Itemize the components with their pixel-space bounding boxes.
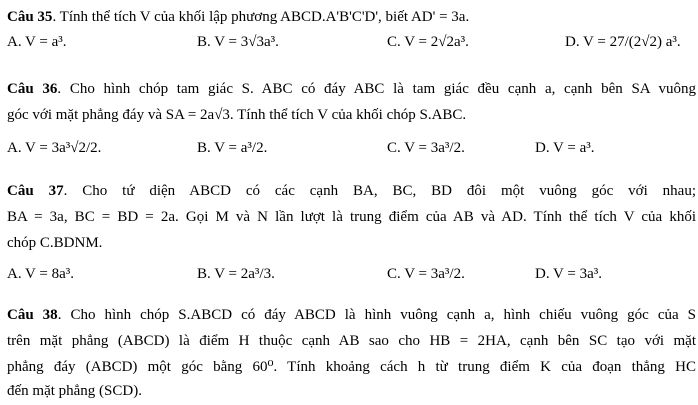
- question-36-text-1: . Cho hình chóp tam giác S. ABC có đáy ABC là tam giác đều cạnh a, cạnh bên SA vuông: [57, 81, 696, 97]
- q37-option-d[interactable]: D. V = 3a³.: [535, 266, 602, 282]
- q37-option-a[interactable]: A. V = 8a³.: [7, 266, 74, 282]
- question-38-line-4: đến mặt phẳng (SCD).: [7, 383, 142, 399]
- q35-option-a[interactable]: A. V = a³.: [7, 34, 67, 50]
- question-35-text: . Tính thể tích V của khối lập phương ABCD.A'B'C'D', biết AD' = 3a.: [52, 9, 470, 25]
- q35-option-c[interactable]: C. V = 2√2a³.: [387, 34, 469, 50]
- question-36-number: Câu 36: [7, 81, 58, 97]
- q35-option-b[interactable]: B. V = 3√3a³.: [197, 34, 279, 50]
- question-35-number: Câu 35: [7, 9, 53, 25]
- q36-option-b[interactable]: B. V = a³/2.: [197, 140, 268, 156]
- q37-option-c[interactable]: C. V = 3a³/2.: [387, 266, 465, 282]
- question-37-line-3: chóp C.BDNM.: [7, 235, 103, 251]
- question-38-line-3: phẳng đáy (ABCD) một góc bằng 60⁰. Tính khoảng cách h từ trung điểm K của đoạn thẳng HC: [7, 359, 696, 375]
- question-38-line-2: trên mặt phẳng (ABCD) là điểm H thuộc cạnh AB sao cho HB = 2HA, cạnh bên SC tạo với mặt: [7, 333, 696, 349]
- question-38-number: Câu 38: [7, 307, 58, 323]
- question-37-text-1: . Cho tứ diện ABCD có các cạnh BA, BC, BD đôi một vuông góc với nhau;: [63, 183, 696, 199]
- question-37-line-1: [7, 178, 696, 204]
- question-35-stem: [7, 4, 696, 30]
- question-37-options: [0, 266, 698, 296]
- question-37-line-2: BA = 3a, BC = BD = 2a. Gọi M và N lần lượt là trung điểm của AB và AD. Tính thể tích V của khối: [7, 209, 696, 225]
- question-36-options: [0, 140, 698, 170]
- question-35-options: [0, 34, 698, 64]
- q37-option-b[interactable]: B. V = 2a³/3.: [197, 266, 275, 282]
- q36-option-c[interactable]: C. V = 3a³/2.: [387, 140, 465, 156]
- question-37-number: Câu 37: [7, 183, 64, 199]
- question-38-line-1: [7, 302, 696, 328]
- q36-option-d[interactable]: D. V = a³.: [535, 140, 595, 156]
- q35-option-d[interactable]: D. V = 27/(2√2) a³.: [565, 34, 681, 50]
- question-36-line-2: góc với mặt phẳng đáy và SA = 2a√3. Tính thể tích V của khối chóp S.ABC.: [7, 107, 467, 123]
- q36-option-a[interactable]: A. V = 3a³√2/2.: [7, 140, 102, 156]
- question-36-line-1: [7, 76, 696, 102]
- question-38-text-1: . Cho hình chóp S.ABCD có đáy ABCD là hình vuông cạnh a, hình chiếu vuông góc của S: [57, 307, 696, 323]
